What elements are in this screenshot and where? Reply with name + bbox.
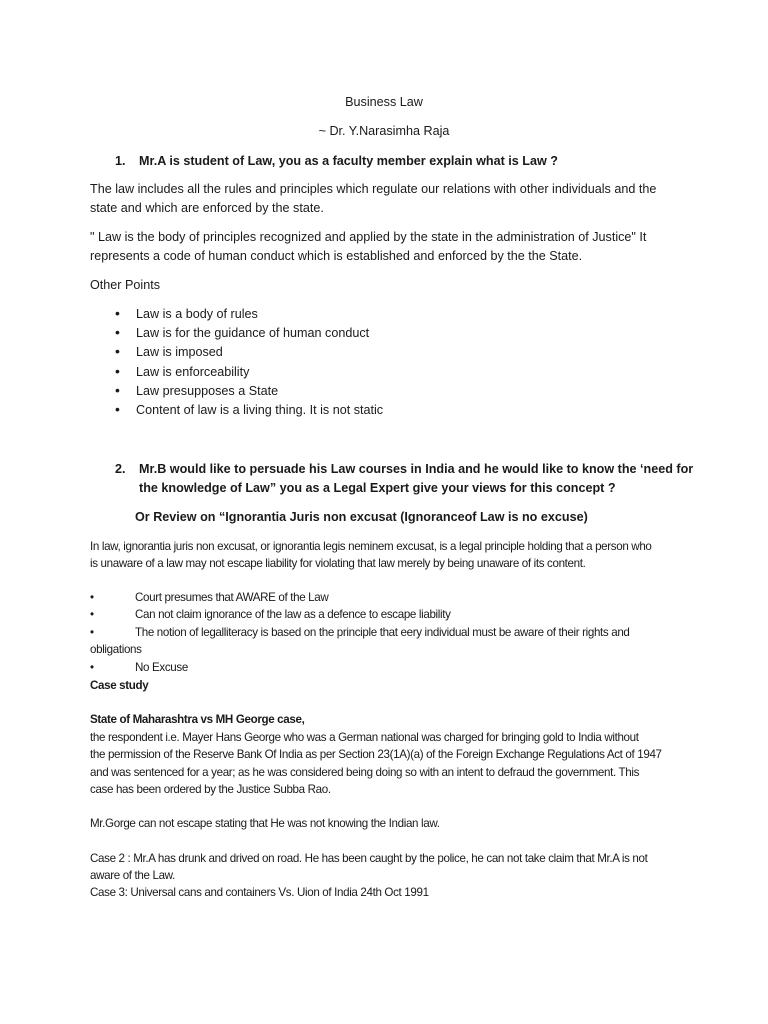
q2-subheading: Or Review on “Ignorantia Juris non excusat (Ignoranceof Law is no excuse) [135,510,588,524]
case-line1: the respondent i.e. Mayer Hans George who was a German national was charged for bringing gold to India without [90,731,639,744]
bullet-icon: • [115,382,120,398]
bullet-icon: • [115,324,120,340]
q1-number: 1. [115,154,126,168]
document-author: ~ Dr. Y.Narasimha Raja [318,124,450,138]
gorge-line: Mr.Gorge can not escape stating that He was not knowing the Indian law. [90,817,440,830]
case2-line2: aware of the Law. [90,869,175,882]
q1-heading: Mr.A is student of Law, you as a faculty member explain what is Law ? [139,154,558,168]
bullet-icon: • [90,661,94,674]
bullet-icon: • [90,608,94,621]
bullet-icon: • [115,305,120,321]
other-points-label: Other Points [90,278,160,292]
q2-para-line2: is unaware of a law may not escape liability for violating that law merely by being unaware of its content. [90,557,586,570]
case-title: State of Maharashtra vs MH George case, [90,713,305,726]
case-line4: case has been ordered by the Justice Subba Rao. [90,783,331,796]
bullet-icon: • [115,343,120,359]
q2-heading-line2: the knowledge of Law” you as a Legal Expert give your views for this concept ? [139,481,616,495]
bullet-icon: • [90,591,94,604]
q2-heading-line1: Mr.B would like to persuade his Law courses in India and he would like to know the ‘need for [139,462,694,476]
bullet-icon: • [115,401,120,417]
case-line3: and was sentenced for a year; as he was considered being doing so with an intent to defraud the government. This [90,766,640,779]
document-page: Business Law ~ Dr. Y.Narasimha Raja 1. Mr.A is student of Law, you as a faculty member explain what is Law ? The law includes all the rules and principles which regulate our relations with other individuals and the state and which are enforced by the state. " Law is the body of principles recognized and applied by the state in the administration of Justice" It represents a code of human conduct which is established and enforced by the the State. Other Points • Law is a body of rules • Law is for the guidance of human conduct • Law is imposed • Law is enforceability • Law presupposes a State • Content of law is a living thing. It is not static 2. Mr.B would like to persuade his Law courses in India and he would like to know the ‘need for the knowledge of Law” you as a Legal Expert give your views for this concept ? Or Review on “Ignorantia Juris non excusat (Ignoranceof Law is no excuse) In law, ignorantia juris non excusat, or ignorantia legis neminem excusat, is a legal principle holding that a person who is unaware of a law may not escape liability for violating that law merely by being unaware of its content. • Court presumes that AWARE of the Law • Can not claim ignorance of the law as a defence to escape liability • The notion of legalliteracy is based on the principle that eery individual must be aware of their rights and obligations • No Excuse Case study State of Maharashtra vs MH George case, the respondent i.e. Mayer Hans George who was a German national was charged for bringing gold to India without the permission of the Reserve Bank Of India as per Section 23(1A)(a) of the Foreign Exchange Regulations Act of 1947 and was sentenced for a year; as he was considered being doing so with an intent to defraud the government. This case has been ordered by the Justice Subba Rao. Mr.Gorge can not escape stating that He was not knowing the Indian law. Case 2 : Mr.A has drunk and drived on road. He has been caught by the police, he can not take claim that Mr.A is not aware of the Law. Case 3: Universal cans and containers Vs. Uion of India 24th Oct 1991 [0,0,768,1024]
q2-number: 2. [115,462,126,476]
case3-line: Case 3: Universal cans and containers Vs. Uion of India 24th Oct 1991 [90,886,429,899]
document-title: Business Law [345,95,423,109]
q1-para2-line2: represents a code of human conduct which is established and enforced by the the State. [90,249,583,263]
q2-para-line1: In law, ignorantia juris non excusat, or ignorantia legis neminem excusat, is a legal principle holding that a person who [90,540,652,553]
bullet-icon: • [115,363,120,379]
case-line2: the permission of the Reserve Bank Of India as per Section 23(1A)(a) of the Foreign Exchange Regulations Act of 1947 [90,748,662,761]
q1-para2-line1: " Law is the body of principles recognized and applied by the state in the administration of Justice" It [90,230,647,244]
q1-para1-line2: state and which are enforced by the state. [90,201,324,215]
case2-line1: Case 2 : Mr.A has drunk and drived on road. He has been caught by the police, he can not take claim that Mr.A is not [90,852,648,865]
q1-para1-line1: The law includes all the rules and principles which regulate our relations with other individuals and the [90,182,657,196]
bullet-icon: • [90,626,94,639]
case-study-label: Case study [90,679,149,692]
